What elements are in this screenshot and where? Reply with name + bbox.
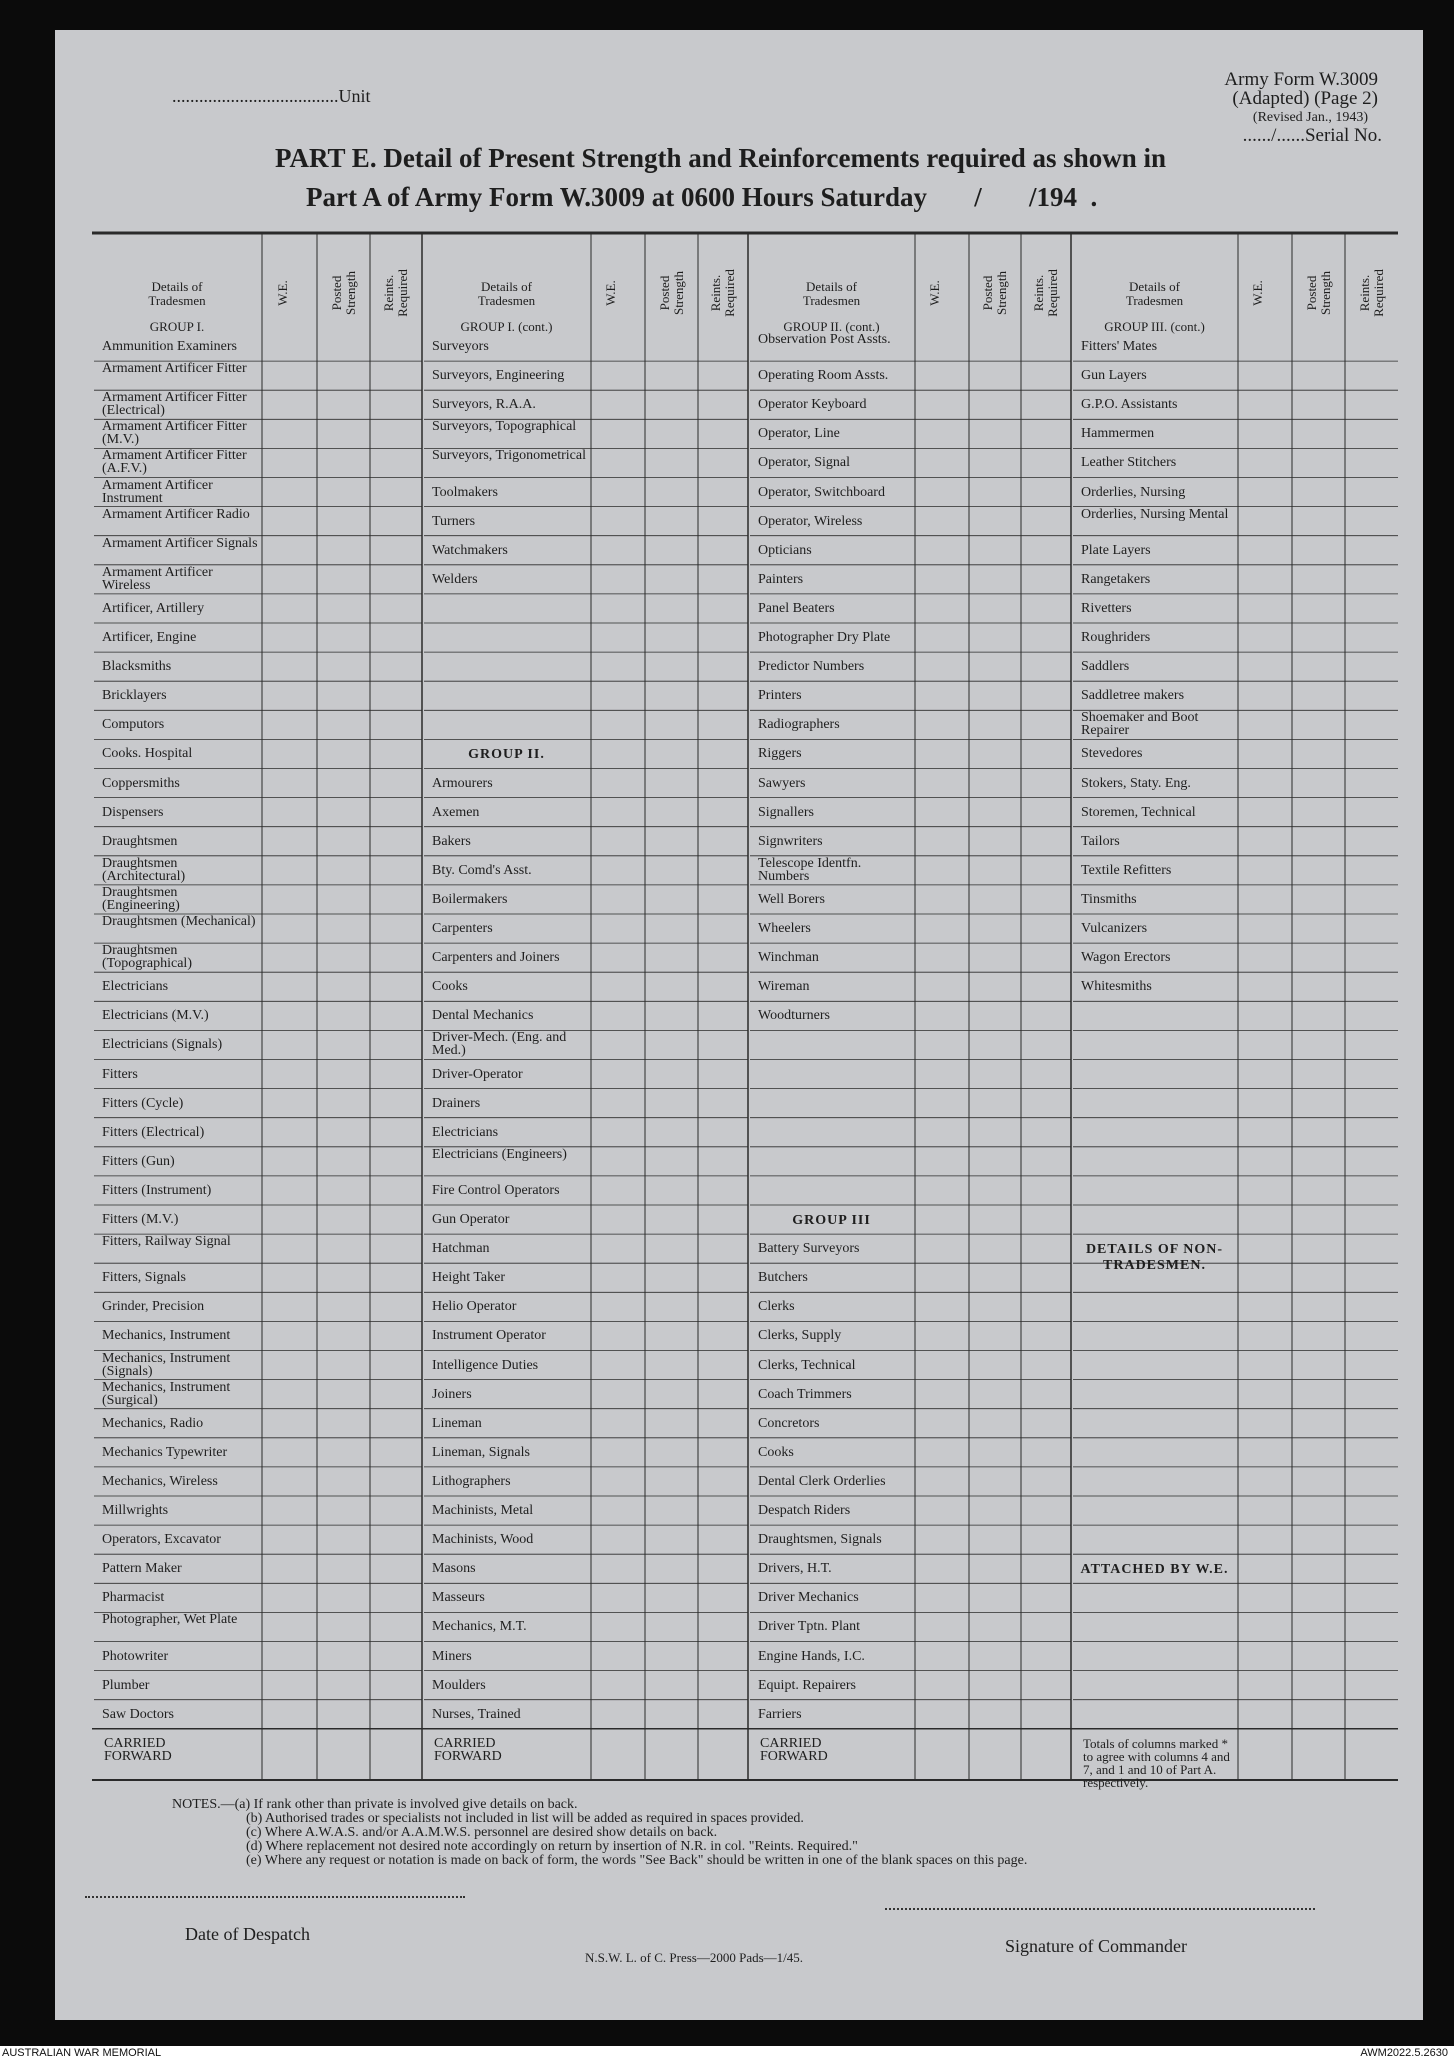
trade-row-label: Surveyors, Engineering — [432, 368, 565, 384]
trade-row-label: Boilermakers — [432, 891, 508, 907]
trade-row-label: Photographer, Wet Plate — [102, 1612, 238, 1628]
trade-row-label: Textile Refitters — [1081, 862, 1172, 878]
trade-row-label: Draughtsmen, Signals — [758, 1532, 882, 1548]
date-dotted-line — [85, 1896, 465, 1898]
trade-row-label: G.P.O. Assistants — [1081, 397, 1178, 413]
trade-row-label: Draughtsmen (Mechanical) — [102, 914, 256, 929]
trade-row-label: Axemen — [432, 804, 480, 820]
trade-row-label: Masons — [432, 1561, 476, 1577]
totals-note: Totals of columns marked * to agree with columns 4 and 7, and 1 and 10 of Part A. respectively. — [1083, 1735, 1230, 1790]
trade-row-label: Dispensers — [102, 804, 164, 820]
tradesmen-header-label: Details of Tradesmen — [802, 279, 861, 308]
trade-row-label: Welders — [432, 571, 478, 587]
tradesmen-column-header — [92, 280, 262, 334]
trade-row-label: Operating Room Assts. — [758, 368, 889, 384]
trade-row-label: Artificer, Artillery — [102, 600, 205, 616]
trade-row-label: Drivers, H.T. — [758, 1561, 832, 1577]
trade-row-label: Rivetters — [1081, 600, 1132, 616]
trade-row-label: Lineman, Signals — [432, 1444, 530, 1460]
trade-row-label: Saw Doctors — [102, 1706, 174, 1722]
unit-field: .....................................Unit — [172, 86, 371, 106]
trade-row-label: Leather Stitchers — [1081, 455, 1177, 471]
trade-row-label: Armourers — [432, 775, 493, 791]
note-c: (c) Where A.W.A.S. and/or A.A.M.W.S. personnel are desired show details on back. — [246, 1825, 718, 1840]
reints-required-column-header: Reints. Required — [381, 269, 410, 317]
trade-row-label: Mechanics, Instrument — [102, 1328, 231, 1344]
reints-required-column-header: Reints. Required — [1356, 269, 1386, 317]
trade-row-label: Concretors — [758, 1415, 820, 1431]
trade-row-label: Armament Artificer Instrument — [102, 477, 213, 506]
trade-row-label: Hatchman — [432, 1241, 490, 1257]
trade-row-label: Wireman — [758, 979, 810, 995]
trade-row-label: Fitters — [102, 1066, 138, 1082]
trade-row-label: Wagon Erectors — [1081, 950, 1171, 966]
trade-row-label: Moulders — [432, 1677, 486, 1693]
trade-row-label: Armament Artificer Radio — [102, 506, 250, 522]
trade-row-label: Surveyors — [432, 339, 489, 354]
trade-row-label: Orderlies, Nursing Mental — [1081, 506, 1229, 522]
trade-row-label: Surveyors, R.A.A. — [432, 397, 536, 413]
trade-row-label: Bty. Comd's Asst. — [432, 862, 532, 878]
trade-row-label: Blacksmiths — [102, 659, 172, 675]
trade-row-label: Electricians — [102, 979, 169, 995]
signature-label: Signature of Commander — [1005, 1936, 1187, 1956]
we-column-header: W.E. — [603, 280, 618, 306]
trade-row-label: Carpenters and Joiners — [432, 950, 560, 966]
trade-row-label: Mechanics, M.T. — [432, 1619, 527, 1635]
carried-forward-label: CARRIED FORWARD — [434, 1735, 502, 1764]
trade-row-label: Despatch Riders — [758, 1503, 851, 1518]
tradesmen-header-label: Details of Tradesmen — [148, 279, 206, 308]
group-header-label: GROUP I. (cont.) — [460, 319, 553, 334]
trade-row-label: Artificer, Engine — [102, 630, 197, 645]
trade-row-label: Driver Mechanics — [758, 1590, 859, 1606]
trade-row-label: Cooks — [758, 1444, 794, 1460]
trade-row-label: Observation Post Assts. — [758, 332, 891, 347]
signature-dotted-line — [885, 1908, 1315, 1910]
trade-row-label: Driver-Mech. (Eng. and Med.) — [432, 1030, 567, 1059]
trade-row-label: Plumber — [102, 1677, 150, 1693]
tradesmen-header-label: Details of Tradesmen — [1125, 279, 1184, 308]
trade-row-label: Engine Hands, I.C. — [758, 1648, 865, 1664]
trade-row-label: Intelligence Duties — [432, 1357, 539, 1373]
we-column-header: W.E. — [274, 280, 290, 306]
carried-forward-label: CARRIED FORWARD — [104, 1735, 172, 1764]
trade-row-label: Opticians — [758, 542, 812, 558]
archive-credit-strip — [0, 2046, 1454, 2061]
trade-row-label: Fitters (Cycle) — [102, 1095, 184, 1111]
trade-row-label: Stokers, Staty. Eng. — [1081, 775, 1191, 791]
page-subtitle: Part A of Army Form W.3009 at 0600 Hours Saturday / /194 . — [306, 182, 1098, 212]
trade-row-label: Machinists, Wood — [432, 1532, 534, 1548]
trade-row-label: Height Taker — [432, 1270, 506, 1286]
trade-row-label: Millwrights — [102, 1503, 169, 1518]
posted-strength-column-header: Posted Strength — [1303, 270, 1333, 316]
trade-row-label: Gun Layers — [1081, 368, 1147, 384]
trade-row-label: Cooks — [432, 979, 468, 995]
group-header-label: GROUP III. (cont.) — [1104, 319, 1205, 334]
trade-row-label: Draughtsmen — [102, 833, 178, 849]
trade-row-label: Fitters (Instrument) — [102, 1182, 212, 1198]
trade-row-label: Clerks — [758, 1299, 795, 1315]
form-adapted: (Adapted) (Page 2) — [1232, 88, 1378, 109]
trade-row-label: Saddletree makers — [1081, 688, 1185, 704]
trade-row-label: Ammunition Examiners — [102, 339, 237, 354]
trade-row-label: Tailors — [1081, 833, 1120, 849]
trade-row-label: Operator, Wireless — [758, 513, 863, 529]
form-sheet — [55, 30, 1423, 2020]
trade-row-label: Butchers — [758, 1270, 808, 1286]
trade-row-label: Printers — [758, 688, 802, 704]
trade-row-label: Fitters (Gun) — [102, 1153, 175, 1169]
form-revised: (Revised Jan., 1943) — [1252, 110, 1368, 125]
trade-row-label: Bakers — [432, 833, 471, 849]
trade-row-label: Cooks. Hospital — [102, 746, 193, 762]
trade-row-label: Rangetakers — [1081, 571, 1151, 587]
trade-row-label: Panel Beaters — [758, 600, 835, 616]
trade-row-label: Armament Artificer Fitter — [102, 361, 247, 377]
trade-row-label: Pattern Maker — [102, 1561, 182, 1577]
trade-row-label: Mechanics, Instrument (Surgical) — [102, 1379, 231, 1408]
group-header-label: GROUP II. (cont.) — [783, 319, 880, 334]
trade-row-label: Hammermen — [1081, 426, 1155, 442]
carried-forward-label: CARRIED FORWARD — [760, 1735, 828, 1764]
trade-row-label: Computors — [102, 717, 165, 733]
trade-row-label: Operator, Switchboard — [758, 484, 885, 500]
group-heading: GROUP III — [792, 1213, 871, 1228]
trade-row-label: Roughriders — [1081, 630, 1151, 645]
trade-row-label: Mechanics Typewriter — [102, 1444, 228, 1460]
trade-row-label: Mechanics, Radio — [102, 1415, 204, 1431]
trade-row-label: Clerks, Supply — [758, 1328, 842, 1344]
trade-row-label: Well Borers — [758, 891, 825, 907]
trade-row-label: Vulcanizers — [1081, 921, 1148, 936]
trade-row-label: Equipt. Repairers — [758, 1677, 856, 1693]
trade-row-label: Clerks, Technical — [758, 1357, 856, 1373]
serial-number-field: ....../......Serial No. — [1242, 125, 1382, 146]
trade-row-label: Tinsmiths — [1081, 891, 1137, 907]
trade-row-label: Driver Tptn. Plant — [758, 1619, 861, 1635]
reints-required-column-header: Reints. Required — [1031, 269, 1060, 317]
group-heading: ATTACHED BY W.E. — [1080, 1562, 1229, 1578]
trade-row-label: Fitters, Railway Signal — [102, 1234, 231, 1250]
trade-row-label: Painters — [758, 571, 804, 587]
trade-row-label: Telescope Identfn. Numbers — [758, 855, 862, 884]
trade-row-label: Wheelers — [758, 921, 811, 936]
trade-row-label: Operator, Line — [758, 426, 840, 442]
credit-left: AUSTRALIAN WAR MEMORIAL — [2, 2047, 162, 2059]
trade-row-label: Photographer Dry Plate — [758, 630, 891, 645]
tradesmen-column-header — [748, 280, 915, 334]
trade-row-label: Nurses, Trained — [432, 1706, 521, 1722]
date-of-despatch-label: Date of Despatch — [185, 1924, 310, 1944]
trade-row-label: Mechanics, Wireless — [102, 1473, 218, 1489]
trade-row-label: Machinists, Metal — [432, 1503, 534, 1518]
trade-row-label: Turners — [432, 513, 476, 529]
group-header-label: GROUP I. — [149, 319, 205, 334]
trade-row-label: Operator, Signal — [758, 455, 850, 471]
trade-row-label: Electricians (Signals) — [102, 1037, 223, 1053]
trade-row-label: Plate Layers — [1081, 542, 1151, 558]
posted-strength-column-header: Posted Strength — [328, 270, 358, 316]
page-title: PART E. Detail of Present Strength and Reinforcements required as shown in — [275, 143, 1167, 173]
trade-row-label: Mechanics, Instrument (Signals) — [102, 1350, 231, 1379]
trade-row-label: Fitters (Electrical) — [102, 1124, 205, 1140]
trade-row-label: Draughtsmen (Engineering) — [102, 884, 180, 913]
posted-strength-column-header: Posted Strength — [980, 270, 1009, 316]
trade-row-label: Driver-Operator — [432, 1066, 523, 1082]
note-d: (d) Where replacement not desired note accordingly on return by insertion of N.R. in col. "Reints. Required." — [246, 1839, 858, 1854]
trade-row-label: Electricians — [432, 1124, 499, 1140]
tradesmen-column-header — [422, 280, 591, 334]
trade-row-label: Shoemaker and Boot Repairer — [1081, 710, 1199, 739]
trade-row-label: Armament Artificer Fitter (A.F.V.) — [102, 448, 247, 477]
trade-row-label: Watchmakers — [432, 542, 508, 558]
trade-row-label: Sawyers — [758, 775, 806, 791]
trade-row-label: Operator Keyboard — [758, 397, 867, 413]
trade-row-label: Draughtsmen (Architectural) — [102, 855, 186, 884]
trade-row-label: Dental Clerk Orderlies — [758, 1473, 886, 1489]
trade-row-label: Fire Control Operators — [432, 1182, 560, 1198]
reints-required-column-header: Reints. Required — [708, 269, 737, 317]
trade-row-label: Armament Artificer Wireless — [102, 564, 213, 593]
note-e: (e) Where any request or notation is made on back of form, the words "See Back" should be written in one of the blank spaces on this page. — [246, 1853, 1028, 1868]
credit-right: AWM2022.5.2630 — [1360, 2047, 1448, 2059]
trade-row-label: Photowriter — [102, 1648, 169, 1664]
trade-row-label: Woodturners — [758, 1008, 830, 1024]
trade-row-label: Grinder, Precision — [102, 1299, 205, 1315]
trade-row-label: Dental Mechanics — [432, 1008, 534, 1024]
form-number: Army Form W.3009 — [1224, 69, 1378, 90]
we-column-header: W.E. — [927, 280, 942, 306]
trade-row-label: Storemen, Technical — [1081, 804, 1196, 820]
trade-row-label: Signwriters — [758, 833, 823, 849]
trade-row-label: Operators, Excavator — [102, 1532, 221, 1548]
trade-row-label: Joiners — [432, 1386, 472, 1402]
trade-row-label: Electricians (Engineers) — [432, 1146, 567, 1162]
trade-row-label: Fitters, Signals — [102, 1270, 187, 1286]
trade-row-label: Stevedores — [1081, 746, 1143, 762]
trade-row-label: Radiographers — [758, 717, 840, 733]
trade-row-label: Carpenters — [432, 921, 493, 936]
tradesmen-header-label: Details of Tradesmen — [477, 279, 536, 308]
trade-row-label: Bricklayers — [102, 688, 167, 704]
group-heading: DETAILS OF NON-TRADESMEN. — [1085, 1242, 1224, 1274]
trade-row-label: Lineman — [432, 1415, 482, 1431]
trade-row-label: Signallers — [758, 804, 814, 820]
we-column-header: W.E. — [1250, 280, 1265, 306]
trade-row-label: Battery Surveyors — [758, 1241, 860, 1257]
note-b: (b) Authorised trades or specialists not included in list will be added as required in spaces provided. — [246, 1811, 804, 1826]
trade-row-label: Miners — [432, 1648, 472, 1664]
trade-row-label: Fitters' Mates — [1081, 339, 1158, 354]
trade-row-label: Winchman — [758, 950, 819, 966]
trade-row-label: Fitters (M.V.) — [102, 1212, 179, 1227]
trade-row-label: Masseurs — [432, 1590, 485, 1606]
trade-row-label: Gun Operator — [432, 1212, 510, 1227]
trade-row-label: Armament Artificer Fitter (Electrical) — [102, 390, 247, 419]
trade-row-label: Armament Artificer Fitter (M.V.) — [102, 419, 247, 448]
trade-row-label: Farriers — [758, 1706, 802, 1722]
posted-strength-column-header: Posted Strength — [656, 270, 686, 316]
trade-row-label: Armament Artificer Signals — [102, 535, 258, 551]
note-a: NOTES.—(a) If rank other than private is involved give details on back. — [172, 1797, 578, 1812]
trade-row-label: Helio Operator — [432, 1299, 517, 1315]
trade-row-label: Surveyors, Topographical — [432, 419, 577, 435]
trade-row-label: Coach Trimmers — [758, 1386, 852, 1402]
trade-row-label: Pharmacist — [102, 1590, 165, 1606]
trade-row-label: Drainers — [432, 1095, 481, 1111]
press-imprint: N.S.W. L. of C. Press—2000 Pads—1/45. — [585, 1950, 804, 1965]
group-heading: GROUP II. — [468, 747, 545, 763]
trade-row-label: Electricians (M.V.) — [102, 1008, 209, 1024]
trade-row-label: Saddlers — [1081, 659, 1130, 675]
trade-row-label: Lithographers — [432, 1473, 511, 1489]
trade-row-label: Predictor Numbers — [758, 659, 865, 675]
trade-row-label: Surveyors, Trigonometrical — [432, 448, 586, 464]
trade-row-label: Whitesmiths — [1081, 979, 1152, 995]
trade-row-label: Riggers — [758, 746, 802, 762]
trade-row-label: Toolmakers — [432, 484, 498, 500]
trade-row-label: Orderlies, Nursing — [1081, 484, 1186, 500]
tradesmen-column-header — [1071, 280, 1238, 334]
trade-row-label: Instrument Operator — [432, 1328, 546, 1344]
trade-row-label: Coppersmiths — [102, 775, 180, 791]
trade-row-label: Draughtsmen (Topographical) — [102, 943, 192, 972]
